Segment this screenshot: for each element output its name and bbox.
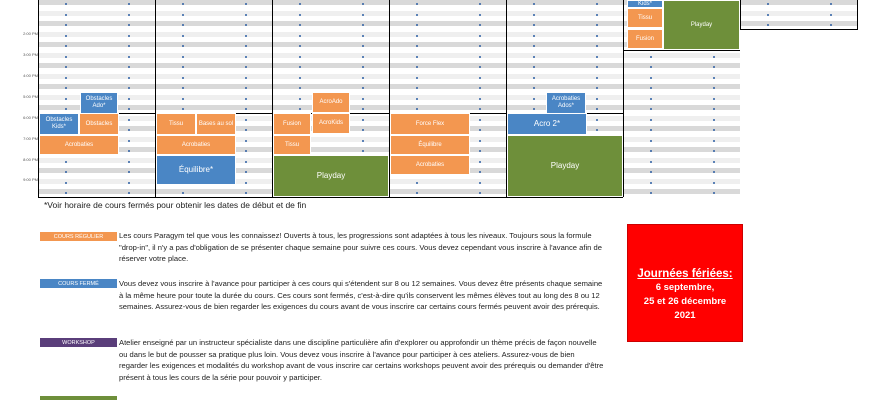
class-obstacles: Obstacles	[79, 113, 119, 135]
class-acrokids: AcroKids	[312, 113, 350, 134]
class-bases-au-sol: Bases au sol	[196, 113, 236, 135]
time-label: 5:00 PM	[23, 94, 38, 99]
time-label: 7:00 PM	[23, 136, 38, 141]
class-tissu: Tissu	[627, 8, 663, 28]
time-label: 6:00 PM	[23, 115, 38, 120]
class-obstacles-kids: Obstacles Kids*	[39, 113, 79, 135]
legend-cours-regulier-text: Les cours Paragym tel que vous les connaissez! Ouverts à tous, les progressions sont adaptées à tous les niveaux. Toujours sous la formule "drop-in", il n'y a pas d'obligation de se présenter chaque semaine pour suivre ces cours. Vous devez cependant vous inscrire à l'avance afin de réserver votre place.	[119, 231, 602, 263]
time-label: 3:00 PM	[23, 52, 38, 57]
class-playday: Playday	[273, 155, 389, 197]
class-tissu: Tissu	[156, 113, 196, 135]
legend-workshop: WORKSHOP	[40, 338, 117, 347]
class-fusion: Fusion	[273, 113, 311, 135]
class-kids: Kids*	[627, 0, 663, 8]
class-playday: Playday	[507, 135, 623, 197]
class-equilibre: Équilibre	[390, 135, 470, 155]
class-acroado: AcroAdo	[312, 92, 350, 113]
holiday-date-3: 2021	[674, 310, 696, 321]
time-label: 9:00 PM	[23, 177, 38, 182]
legend-playday-swatch	[40, 396, 117, 400]
class-obstacles-ado: Obstacles Ado*	[80, 92, 118, 114]
class-tissu: Tissu	[273, 135, 311, 155]
holiday-date-1: 6 septembre,	[655, 282, 715, 293]
time-label: 4:00 PM	[23, 73, 38, 78]
time-label: 2:00 PM	[23, 31, 38, 36]
legend-cours-ferme: COURS FERMÉ	[40, 279, 117, 288]
holiday-title: Journées fériées:	[637, 268, 733, 280]
time-label: 8:00 PM	[23, 157, 38, 162]
legend-cours-ferme-text: Vous devez vous inscrire à l'avance pour participer à ces cours qui s'étendent sur 8 ou 12 semaines. Vous devez être présents chaque semaine à la même heure pour toute la durée du cours. Ces cours sont fermés, c'est-à-dire qu'ils conservent les mêmes élèves tout au long des 8 ou 12 semaines. Assurez-vous de bien regarder les exigences du cours avant de vous inscrire car certains cours fermés peuvent avoir des prérequis.	[119, 279, 603, 311]
closed-courses-note: *Voir horaire de cours fermés pour obtenir les dates de début et de fin	[44, 200, 307, 210]
legend-cours-regulier: COURS RÉGULIER	[40, 232, 117, 241]
class-force-flex: Force Flex	[390, 113, 470, 135]
holiday-box	[627, 224, 743, 342]
class-equilibre-ferme: Équilibre*	[156, 155, 236, 185]
holiday-date-2: 25 et 26 décembre	[643, 296, 727, 307]
class-acrobaties: Acrobaties	[390, 155, 470, 175]
class-acro-2: Acro 2*	[507, 113, 587, 135]
class-acrobaties: Acrobaties	[39, 135, 119, 155]
class-acrobaties-ados: Acrobaties Ados*	[546, 92, 586, 114]
day-column	[740, 0, 857, 30]
legend-workshop-text: Atelier enseigné par un instructeur spécialiste dans une discipline particulière afin d'explorer ou approfondir un thème précis de façon nouvelle ou dans le but de pousser sa pratique plus loin. Vous devez vous inscrire à l'avance pour participer à ces ateliers. Assurez-vous de bien regarder les exigences et modalités du workshop avant de vous inscrire car certains workshops peuvent avoir des prérequis ou demander d'être présent à tous les cours de la série pour pouvoir y participer.	[119, 338, 604, 382]
class-playday: Playday	[663, 0, 740, 50]
class-acrobaties: Acrobaties	[156, 135, 236, 155]
class-fusion: Fusion	[627, 29, 663, 49]
